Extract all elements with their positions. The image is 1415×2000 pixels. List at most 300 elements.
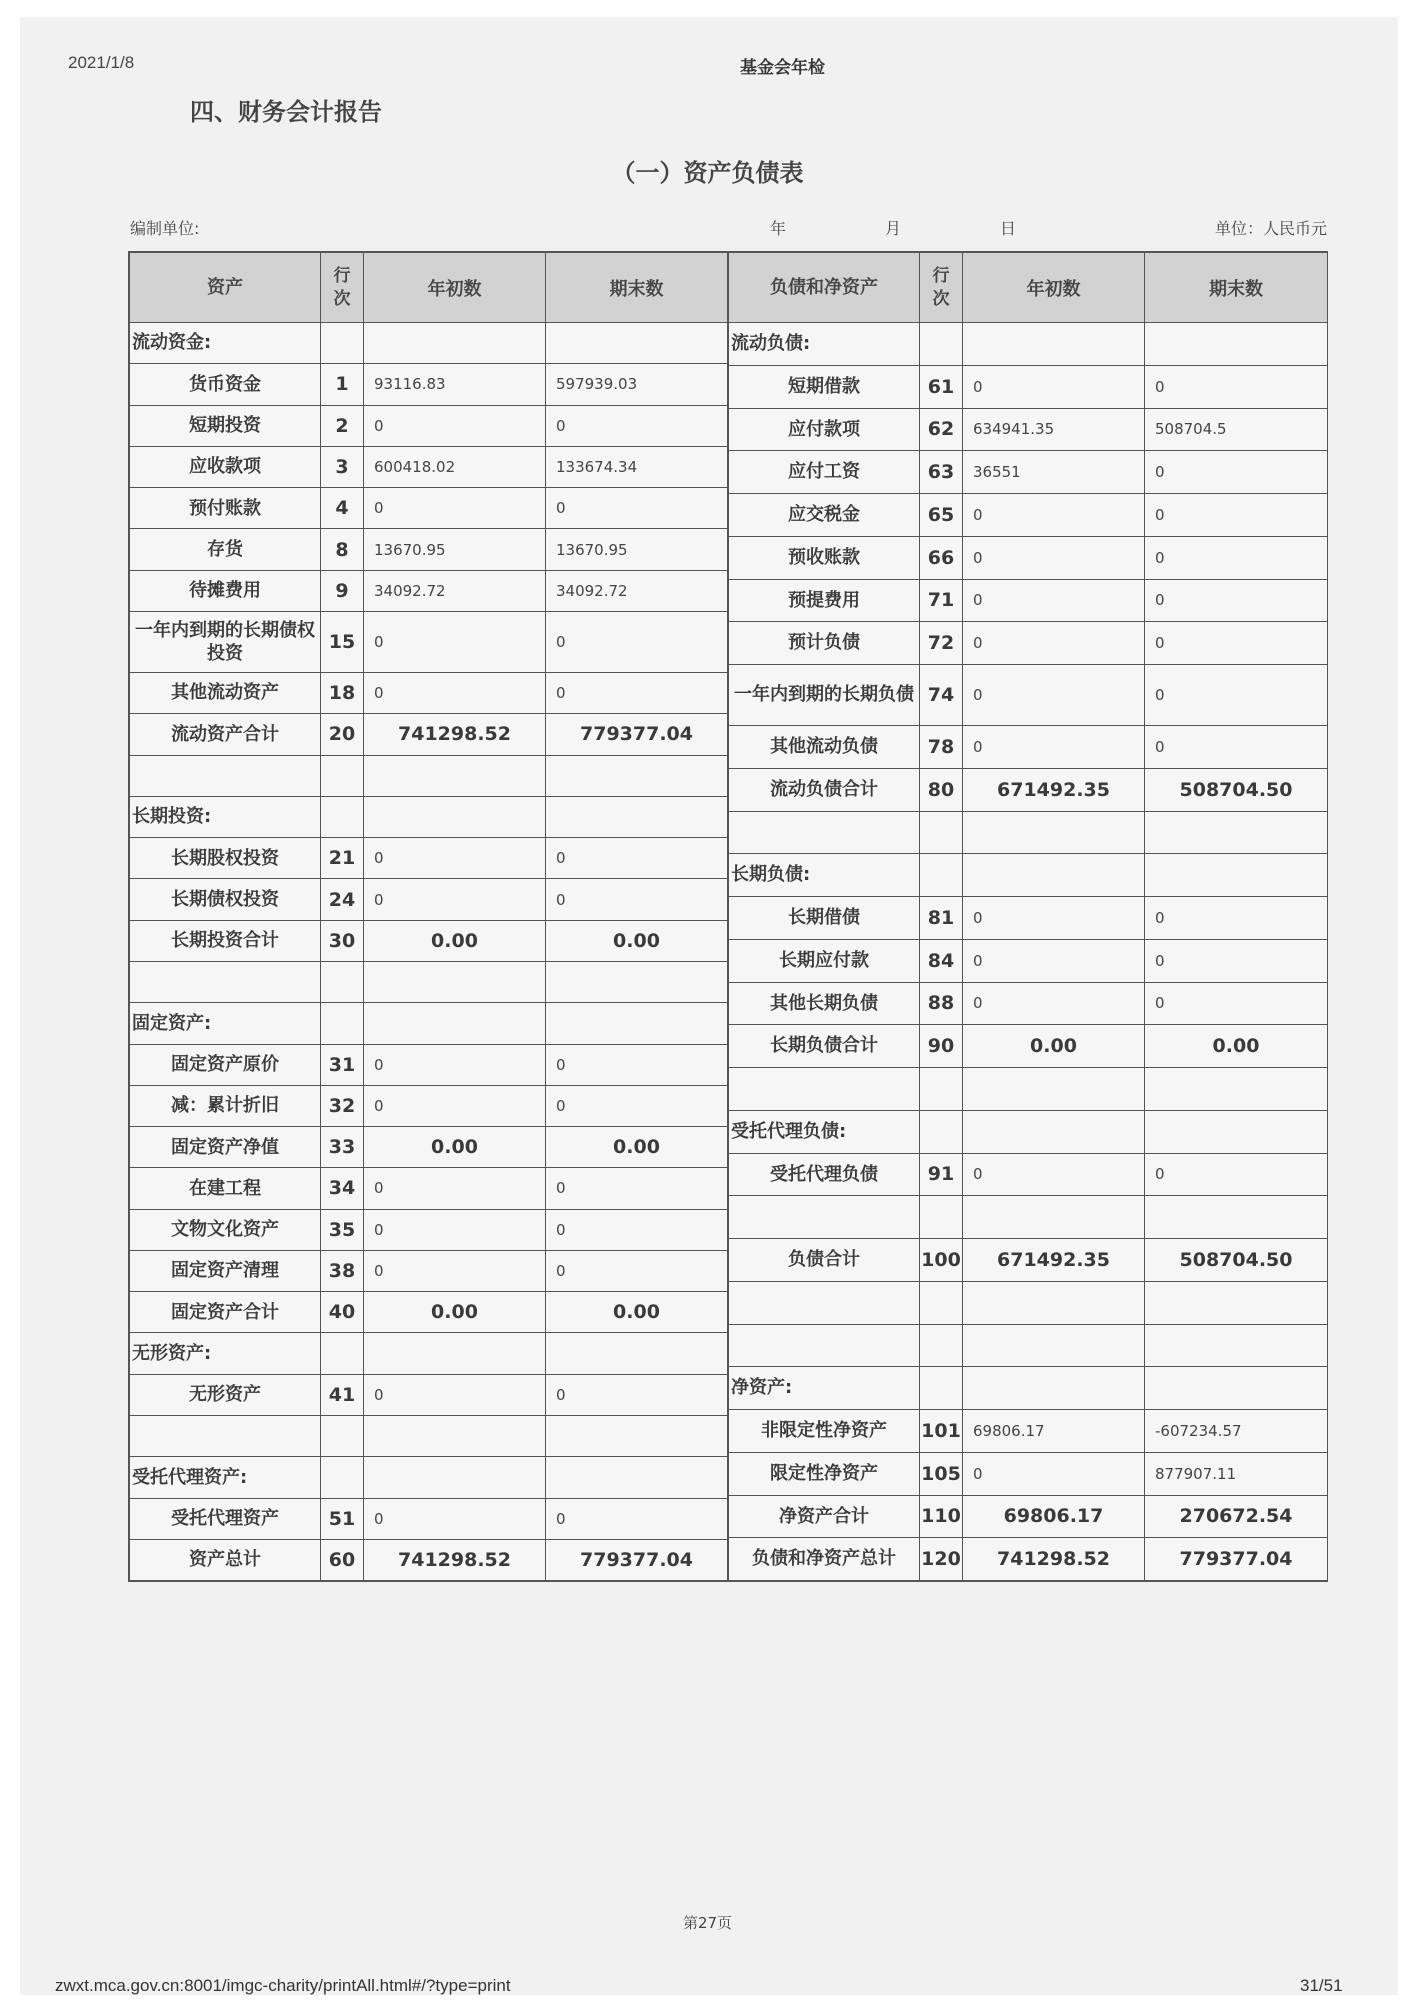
begin-value: 69806.17 <box>962 1496 1144 1538</box>
row-number: 101 <box>919 1410 962 1452</box>
end-value: 508704.5 <box>1144 409 1327 451</box>
row-number <box>320 1333 363 1373</box>
end-value <box>1144 1282 1327 1324</box>
section-row <box>130 1456 727 1497</box>
end-value <box>545 1457 727 1497</box>
item-name: 减：累计折旧 <box>171 1095 279 1117</box>
begin-value: 0 <box>962 1154 1144 1196</box>
end-value <box>1144 1367 1327 1409</box>
begin-value: 0 <box>962 897 1144 939</box>
end-value: 0 <box>1144 580 1327 622</box>
begin-value: 0.00 <box>363 1292 545 1332</box>
begin-value: 0 <box>363 488 545 528</box>
end-value <box>1144 812 1327 854</box>
table-row <box>130 1167 727 1208</box>
item-name: 长期负债: <box>731 864 811 886</box>
begin-value: 0 <box>962 494 1144 536</box>
begin-value <box>962 1068 1144 1110</box>
begin-value: 0 <box>962 537 1144 579</box>
end-value: 0 <box>1144 366 1327 408</box>
row-number: 105 <box>919 1453 962 1495</box>
item-name: 固定资产原价 <box>171 1053 279 1075</box>
item-name: 文物文化资产 <box>171 1219 279 1241</box>
end-value: 0 <box>1144 726 1327 768</box>
end-value: 270672.54 <box>1144 1496 1327 1538</box>
item-name: 无形资产: <box>132 1342 212 1364</box>
table-row <box>729 939 1327 982</box>
section-row <box>729 1110 1327 1153</box>
total-row <box>729 1495 1327 1538</box>
item-name: 一年内到期的长期债权投资 <box>135 619 315 664</box>
begin-value: 0.00 <box>363 1127 545 1167</box>
begin-value: 0 <box>962 665 1144 725</box>
row-number: 24 <box>320 879 363 919</box>
item-name: 其他流动资产 <box>171 682 279 704</box>
row-no-line2: 次 <box>932 288 950 309</box>
begin-value: 0 <box>962 366 1144 408</box>
row-number: 34 <box>320 1168 363 1208</box>
begin-value: 671492.35 <box>962 769 1144 811</box>
row-number: 100 <box>919 1239 962 1281</box>
item-name: 流动资金: <box>132 332 212 354</box>
begin-value <box>962 1196 1144 1238</box>
print-page-count: 31/51 <box>1300 1976 1343 1995</box>
end-value: 0 <box>545 1210 727 1250</box>
item-name: 预提费用 <box>788 589 860 611</box>
begin-value <box>363 797 545 837</box>
begin-value <box>962 1111 1144 1153</box>
row-number: 31 <box>320 1045 363 1085</box>
begin-value: 36551 <box>962 451 1144 493</box>
row-number: 63 <box>919 451 962 493</box>
end-value: 0.00 <box>545 1127 727 1167</box>
item-name: 固定资产清理 <box>171 1260 279 1282</box>
end-value: 508704.50 <box>1144 1239 1327 1281</box>
col-header-begin: 年初数 <box>962 253 1144 322</box>
section-row <box>130 1002 727 1043</box>
end-value: 34092.72 <box>545 571 727 611</box>
item-name: 其他流动负债 <box>770 736 878 758</box>
section-row <box>130 796 727 837</box>
table-title: （一）资产负债表 <box>611 159 804 187</box>
item-name <box>130 962 320 1002</box>
table-row <box>130 672 727 713</box>
document-title: 基金会年检 <box>740 58 825 78</box>
table-row <box>130 611 727 672</box>
end-value: 133674.34 <box>545 447 727 487</box>
begin-value: 34092.72 <box>363 571 545 611</box>
row-number: 81 <box>919 897 962 939</box>
row-number: 40 <box>320 1292 363 1332</box>
item-name: 流动资产合计 <box>171 723 279 745</box>
end-value: 779377.04 <box>545 1540 727 1580</box>
begin-value: 0.00 <box>363 921 545 961</box>
begin-value: 741298.52 <box>363 714 545 754</box>
begin-value: 0 <box>363 673 545 713</box>
row-number: 120 <box>919 1538 962 1580</box>
begin-value: 0 <box>363 1045 545 1085</box>
row-number: 21 <box>320 838 363 878</box>
begin-value <box>962 1325 1144 1367</box>
table-row <box>729 579 1327 622</box>
row-no-line2: 次 <box>333 288 351 309</box>
table-row <box>130 570 727 611</box>
table-row <box>729 1409 1327 1452</box>
begin-value: 0 <box>363 1168 545 1208</box>
print-date: 2021/1/8 <box>68 53 135 72</box>
table-row <box>130 405 727 446</box>
blank-row <box>729 1281 1327 1324</box>
row-number: 3 <box>320 447 363 487</box>
end-value: 0.00 <box>545 921 727 961</box>
blank-row <box>729 1324 1327 1367</box>
row-number: 30 <box>320 921 363 961</box>
begin-value: 69806.17 <box>962 1410 1144 1452</box>
begin-value: 0 <box>363 1375 545 1415</box>
row-number: 84 <box>919 940 962 982</box>
end-value: 0 <box>545 879 727 919</box>
item-name: 其他长期负债 <box>770 992 878 1014</box>
table-row <box>729 982 1327 1025</box>
end-value: 0 <box>1144 622 1327 664</box>
table-row <box>729 664 1327 725</box>
item-name: 待摊费用 <box>189 580 261 602</box>
end-value <box>545 1003 727 1043</box>
row-number: 51 <box>320 1499 363 1539</box>
row-number <box>919 323 962 365</box>
end-value: 597939.03 <box>545 364 727 404</box>
begin-value: 634941.35 <box>962 409 1144 451</box>
total-row <box>729 1024 1327 1067</box>
end-value: 0 <box>545 1251 727 1291</box>
item-name: 长期股权投资 <box>171 847 279 869</box>
begin-value: 0 <box>363 838 545 878</box>
row-number <box>919 854 962 896</box>
end-value: 0 <box>545 406 727 446</box>
item-name: 受托代理资产 <box>171 1508 279 1530</box>
end-value <box>1144 854 1327 896</box>
row-number: 18 <box>320 673 363 713</box>
item-name <box>729 812 919 854</box>
begin-value: 0 <box>962 726 1144 768</box>
row-number: 8 <box>320 529 363 569</box>
item-name: 应付款项 <box>788 418 860 440</box>
table-row <box>130 837 727 878</box>
table-row <box>729 621 1327 664</box>
row-number: 35 <box>320 1210 363 1250</box>
begin-value <box>962 1367 1144 1409</box>
row-number: 80 <box>919 769 962 811</box>
item-name: 固定资产: <box>132 1012 212 1034</box>
item-name: 长期负债合计 <box>770 1035 878 1057</box>
row-number <box>919 812 962 854</box>
table-row <box>130 446 727 487</box>
begin-value <box>363 1457 545 1497</box>
item-name: 长期借债 <box>788 907 860 929</box>
item-name: 一年内到期的长期负债 <box>734 684 914 706</box>
end-value <box>545 797 727 837</box>
total-row <box>130 1126 727 1167</box>
end-value: 0 <box>545 1375 727 1415</box>
table-row <box>130 1044 727 1085</box>
row-number: 88 <box>919 983 962 1025</box>
currency-label: 单位：人民币元 <box>1214 219 1327 238</box>
item-name <box>130 1416 320 1456</box>
end-value: 508704.50 <box>1144 769 1327 811</box>
row-number: 60 <box>320 1540 363 1580</box>
row-number: 20 <box>320 714 363 754</box>
row-number: 4 <box>320 488 363 528</box>
end-value: 0.00 <box>1144 1025 1327 1067</box>
end-value: 0 <box>545 1045 727 1085</box>
item-name <box>729 1282 919 1324</box>
begin-value: 600418.02 <box>363 447 545 487</box>
item-name: 流动负债合计 <box>770 778 878 800</box>
begin-value: 0.00 <box>962 1025 1144 1067</box>
row-number: 15 <box>320 612 363 672</box>
end-value: 779377.04 <box>545 714 727 754</box>
end-value: 0 <box>545 1168 727 1208</box>
row-number: 90 <box>919 1025 962 1067</box>
item-name: 短期投资 <box>189 415 261 436</box>
end-value <box>1144 323 1327 365</box>
end-value: 0.00 <box>545 1292 727 1332</box>
end-value <box>545 323 727 363</box>
end-value <box>1144 1196 1327 1238</box>
item-name: 受托代理资产: <box>132 1466 248 1488</box>
row-number: 71 <box>919 580 962 622</box>
table-row <box>130 1374 727 1415</box>
item-name: 固定资产合计 <box>171 1301 279 1323</box>
day-label: 日 <box>1000 219 1017 238</box>
table-row <box>729 1153 1327 1196</box>
end-value: 877907.11 <box>1144 1453 1327 1495</box>
row-no-line1: 行 <box>932 265 950 286</box>
item-name: 非限定性净资产 <box>761 1420 887 1442</box>
item-name: 负债和净资产总计 <box>752 1548 896 1570</box>
end-value: 0 <box>1144 983 1327 1025</box>
item-name: 预计负债 <box>788 632 860 654</box>
col-header-row-no <box>919 253 962 322</box>
item-name: 存货 <box>207 538 243 560</box>
assets-table <box>128 251 728 1582</box>
total-row <box>130 1291 727 1332</box>
item-name <box>729 1196 919 1238</box>
table-row <box>130 487 727 528</box>
end-value: 13670.95 <box>545 529 727 569</box>
total-row <box>130 713 727 754</box>
row-number: 62 <box>919 409 962 451</box>
item-name: 长期债权投资 <box>171 888 279 910</box>
row-number <box>919 1367 962 1409</box>
row-number: 78 <box>919 726 962 768</box>
begin-value <box>363 1003 545 1043</box>
begin-value <box>363 962 545 1002</box>
section-row <box>729 322 1327 365</box>
row-number <box>919 1196 962 1238</box>
item-name: 货币资金 <box>189 373 261 395</box>
liabilities-header-row <box>729 253 1327 322</box>
end-value <box>1144 1325 1327 1367</box>
total-row <box>729 1537 1327 1580</box>
page-url: zwxt.mca.gov.cn:8001/imgc-charity/printAll.html#/?type=print <box>55 1976 511 1995</box>
col-header-begin: 年初数 <box>363 253 545 322</box>
begin-value: 93116.83 <box>363 364 545 404</box>
begin-value: 0 <box>363 879 545 919</box>
row-no-line1: 行 <box>333 265 351 286</box>
blank-row <box>729 1195 1327 1238</box>
row-number: 33 <box>320 1127 363 1167</box>
end-value <box>545 962 727 1002</box>
table-row <box>130 1085 727 1126</box>
row-number: 66 <box>919 537 962 579</box>
row-number <box>320 962 363 1002</box>
row-number: 91 <box>919 1154 962 1196</box>
row-number: 61 <box>919 366 962 408</box>
end-value: 0 <box>1144 665 1327 725</box>
row-number: 32 <box>320 1086 363 1126</box>
row-number <box>320 756 363 796</box>
end-value <box>545 1416 727 1456</box>
row-number: 110 <box>919 1496 962 1538</box>
end-value: 0 <box>545 673 727 713</box>
item-name: 限定性净资产 <box>770 1462 878 1484</box>
begin-value: 0 <box>363 612 545 672</box>
blank-row <box>729 811 1327 854</box>
end-value: 0 <box>1144 1154 1327 1196</box>
begin-value: 0 <box>363 1086 545 1126</box>
col-header-assets: 资产 <box>207 276 243 298</box>
blank-row <box>130 1415 727 1456</box>
end-value: 0 <box>1144 451 1327 493</box>
section-row <box>729 853 1327 896</box>
total-row <box>729 768 1327 811</box>
begin-value: 0 <box>962 983 1144 1025</box>
col-header-row-no <box>320 253 363 322</box>
section-title: 四、财务会计报告 <box>190 98 382 126</box>
item-name: 应付工资 <box>788 461 860 483</box>
end-value: 779377.04 <box>1144 1538 1327 1580</box>
page-number: 第27页 <box>682 1914 733 1932</box>
month-label: 月 <box>885 219 902 238</box>
item-name: 净资产: <box>731 1377 793 1399</box>
begin-value: 0 <box>363 1210 545 1250</box>
end-value: 0 <box>545 488 727 528</box>
blank-row <box>130 755 727 796</box>
begin-value: 0 <box>363 406 545 446</box>
end-value: 0 <box>1144 897 1327 939</box>
item-name: 长期投资合计 <box>171 930 279 952</box>
table-row <box>130 528 727 569</box>
table-row <box>729 408 1327 451</box>
item-name <box>130 756 320 796</box>
item-name: 净资产合计 <box>779 1505 869 1527</box>
begin-value <box>363 1333 545 1373</box>
total-row <box>729 1238 1327 1281</box>
end-value <box>545 756 727 796</box>
end-value: -607234.57 <box>1144 1410 1327 1452</box>
item-name <box>729 1068 919 1110</box>
begin-value: 741298.52 <box>363 1540 545 1580</box>
begin-value: 0 <box>363 1499 545 1539</box>
section-row <box>729 1366 1327 1409</box>
row-number: 41 <box>320 1375 363 1415</box>
table-row <box>729 536 1327 579</box>
end-value: 0 <box>545 612 727 672</box>
table-row <box>729 493 1327 536</box>
table-row <box>130 878 727 919</box>
row-number: 65 <box>919 494 962 536</box>
row-number <box>919 1325 962 1367</box>
row-number: 2 <box>320 406 363 446</box>
total-row <box>130 1539 727 1580</box>
row-number: 9 <box>320 571 363 611</box>
row-number <box>320 323 363 363</box>
item-name: 资产总计 <box>189 1549 261 1571</box>
begin-value <box>962 323 1144 365</box>
begin-value <box>962 812 1144 854</box>
end-value: 0 <box>1144 494 1327 536</box>
end-value: 0 <box>1144 940 1327 982</box>
table-row <box>729 725 1327 768</box>
row-number <box>320 1416 363 1456</box>
row-number: 72 <box>919 622 962 664</box>
blank-row <box>130 961 727 1002</box>
preparer-label: 编制单位: <box>130 219 200 238</box>
table-row <box>729 365 1327 408</box>
section-row <box>130 1332 727 1373</box>
assets-header-row <box>130 253 727 322</box>
item-name: 受托代理负债: <box>731 1120 847 1142</box>
item-name: 应交税金 <box>788 504 860 526</box>
item-name: 负债合计 <box>788 1249 860 1271</box>
item-name: 流动负债: <box>731 333 811 355</box>
table-row <box>130 1250 727 1291</box>
item-name: 预付账款 <box>189 497 261 519</box>
begin-value <box>962 1282 1144 1324</box>
row-number <box>919 1111 962 1153</box>
row-number <box>320 1457 363 1497</box>
row-number: 74 <box>919 665 962 725</box>
item-name <box>729 1325 919 1367</box>
row-number <box>919 1068 962 1110</box>
table-row <box>729 450 1327 493</box>
end-value: 0 <box>545 1086 727 1126</box>
total-row <box>130 920 727 961</box>
table-row <box>729 1452 1327 1495</box>
end-value <box>1144 1111 1327 1153</box>
begin-value: 671492.35 <box>962 1239 1144 1281</box>
begin-value: 0 <box>962 622 1144 664</box>
item-name: 长期投资: <box>132 806 212 828</box>
table-row <box>729 896 1327 939</box>
row-number <box>919 1282 962 1324</box>
item-name: 短期借款 <box>788 375 860 397</box>
item-name: 固定资产净值 <box>171 1136 279 1158</box>
col-header-end: 期末数 <box>545 253 727 322</box>
col-header-end: 期末数 <box>1144 253 1327 322</box>
begin-value <box>363 323 545 363</box>
begin-value <box>962 854 1144 896</box>
col-header-liabilities: 负债和净资产 <box>770 276 878 298</box>
liabilities-table <box>727 251 1328 1582</box>
end-value: 0 <box>545 1499 727 1539</box>
row-number: 38 <box>320 1251 363 1291</box>
table-row <box>130 1498 727 1539</box>
item-name: 受托代理负债 <box>770 1163 878 1185</box>
begin-value: 741298.52 <box>962 1538 1144 1580</box>
row-number <box>320 1003 363 1043</box>
